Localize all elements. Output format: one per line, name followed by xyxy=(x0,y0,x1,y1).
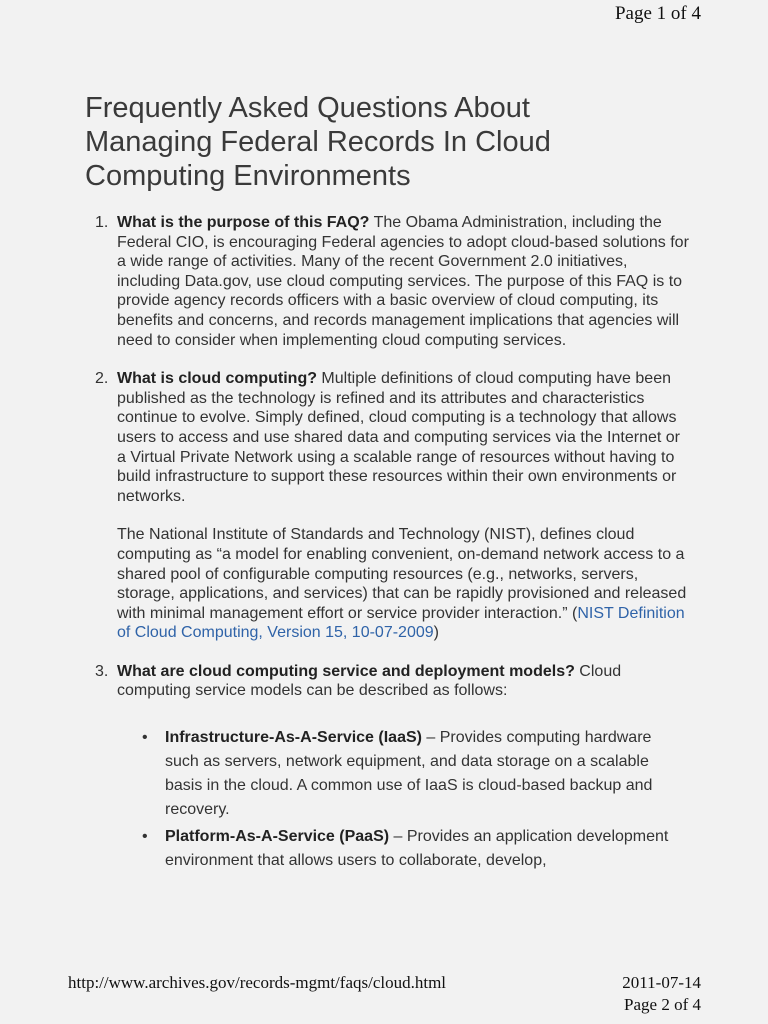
faq-answer-paragraph xyxy=(117,662,692,701)
faq-question: What is the purpose of this FAQ? xyxy=(117,214,370,231)
faq-number: 3. xyxy=(95,662,109,680)
nist-definition-link[interactable]: NIST Definition of Cloud Computing, Version 15, 10-07-2009 xyxy=(117,604,685,642)
list-item-title: Infrastructure-As-A-Service (IaaS) xyxy=(165,729,422,747)
faq-answer-text: Cloud computing service models can be described as follows: xyxy=(117,662,622,700)
page-number-top: Page 1 of 4 xyxy=(614,3,701,24)
faq-answer-paragraph xyxy=(117,369,692,506)
faq-question: What is cloud computing? xyxy=(117,370,317,388)
faq-item-1 xyxy=(95,213,692,350)
faq-item-3 xyxy=(95,662,692,873)
faq-item-2 xyxy=(95,369,692,643)
nist-definition-paragraph xyxy=(117,525,692,643)
service-model-list xyxy=(117,726,672,873)
faq-answer-text: The Obama Administration, including the Federal CIO, is encouraging Federal agencies to adopt cloud-based solutions for a wide range of activities. Many of the recent Government 2.0 initiatives, including Data.gov, use cloud computing services. The purpose of this FAQ is to provide agency records officers with a basic overview of cloud computing, its benefits and concerns, and records management implications that agencies will need to consider when implementing cloud computing services. xyxy=(117,214,689,349)
list-item-iaas xyxy=(142,726,672,822)
faq-list xyxy=(95,213,692,873)
nist-definition-close: ) xyxy=(433,624,439,642)
list-item-text: – Provides computing hardware such as servers, network equipment, and data storage on a scalable basis in the cloud. A common use of IaaS is cloud-based backup and recovery. xyxy=(165,729,653,819)
nist-definition-text: The National Institute of Standards and Technology (NIST), defines cloud computing as “a model for enabling convenient, on-demand network access to a shared pool of configurable computing resources (e.g., networks, servers, storage, applications, and services) that can be rapidly provisioned and released with minimal management effort or service provider interaction.” ( xyxy=(117,526,687,622)
list-item-paas xyxy=(142,825,672,873)
faq-answer-text: Multiple definitions of cloud computing have been published as the technology is refined and its attributes and characteristics continue to evolve. Simply defined, cloud computing is a technology that allows users to access and use shared data and computing services via the Internet or a Virtual Private Network using a scalable range of resources without having to build infrastructure to support these resources within their own environments or networks. xyxy=(117,370,680,505)
document-title xyxy=(85,91,685,193)
faq-question: What are cloud computing service and deployment models? xyxy=(117,662,575,680)
footer-page-number: Page 2 of 4 xyxy=(624,995,701,1014)
footer-date: 2011-07-14 xyxy=(622,973,701,992)
faq-answer-paragraph xyxy=(117,213,692,350)
title-line-2: Managing Federal Records In Cloud xyxy=(85,126,551,158)
list-item-text: – Provides an application development environment that allows users to collaborate, develop, xyxy=(165,828,669,870)
bullet-icon: • xyxy=(142,729,148,747)
footer-url: http://www.archives.gov/records-mgmt/faqs/cloud.html xyxy=(68,973,447,992)
title-line-3: Computing Environments xyxy=(85,160,411,192)
faq-number: 1. xyxy=(95,214,109,231)
bullet-icon: • xyxy=(142,828,148,846)
list-item-title: Platform-As-A-Service (PaaS) xyxy=(165,828,390,846)
title-line-1: Frequently Asked Questions About xyxy=(85,92,530,124)
faq-number: 2. xyxy=(95,370,109,388)
